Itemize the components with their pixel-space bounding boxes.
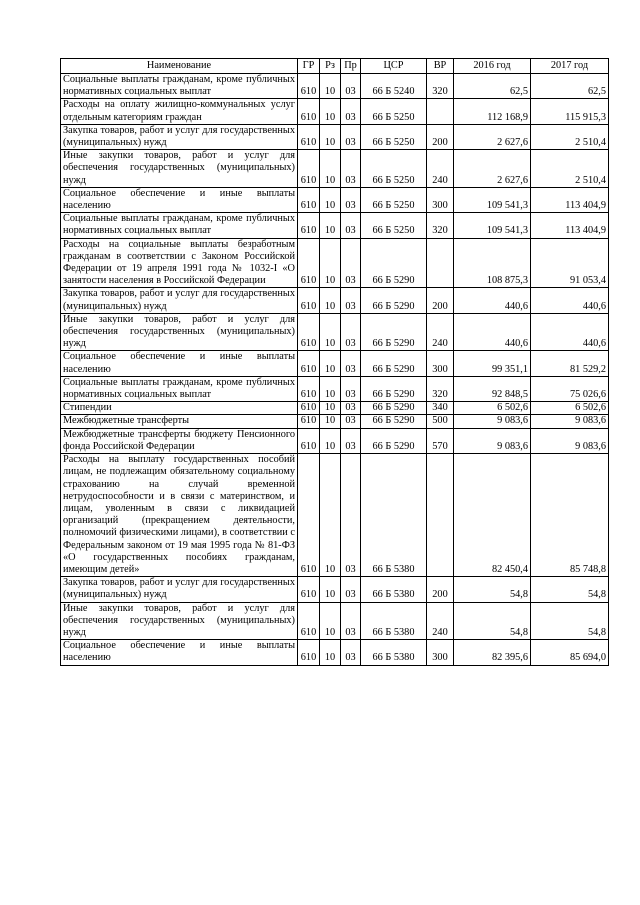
row-vr: 300 xyxy=(427,640,454,665)
table-row xyxy=(61,351,609,376)
row-pr: 03 xyxy=(341,454,361,577)
row-gr: 610 xyxy=(298,238,320,288)
row-rz: 10 xyxy=(320,454,341,577)
row-rz: 10 xyxy=(320,213,341,238)
row-csr: 66 Б 5380 xyxy=(361,454,427,577)
table-row xyxy=(61,376,609,401)
budget-table xyxy=(60,58,609,666)
row-gr: 610 xyxy=(298,602,320,640)
row-gr: 610 xyxy=(298,351,320,376)
row-vr: 240 xyxy=(427,313,454,351)
row-csr: 66 Б 5290 xyxy=(361,402,427,415)
row-2017: 62,5 xyxy=(531,74,609,99)
header-2017: 2017 год xyxy=(531,59,609,74)
table-row xyxy=(61,313,609,351)
row-name: Социальное обеспечение и иные выплаты населению xyxy=(61,351,298,376)
row-pr: 03 xyxy=(341,428,361,453)
row-vr xyxy=(427,454,454,577)
row-vr: 320 xyxy=(427,74,454,99)
table-row xyxy=(61,124,609,149)
row-rz: 10 xyxy=(320,313,341,351)
row-gr: 610 xyxy=(298,577,320,602)
row-pr: 03 xyxy=(341,376,361,401)
row-vr: 570 xyxy=(427,428,454,453)
row-vr: 320 xyxy=(427,213,454,238)
row-gr: 610 xyxy=(298,415,320,428)
row-rz: 10 xyxy=(320,640,341,665)
row-2016: 109 541,3 xyxy=(454,213,531,238)
row-gr: 610 xyxy=(298,428,320,453)
row-2016: 54,8 xyxy=(454,602,531,640)
table-row xyxy=(61,99,609,124)
header-vr: ВР xyxy=(427,59,454,74)
row-2017: 54,8 xyxy=(531,577,609,602)
row-gr: 610 xyxy=(298,99,320,124)
row-2017: 9 083,6 xyxy=(531,415,609,428)
row-pr: 03 xyxy=(341,415,361,428)
row-vr: 200 xyxy=(427,577,454,602)
row-2017: 54,8 xyxy=(531,602,609,640)
row-name: Социальное обеспечение и иные выплаты населению xyxy=(61,640,298,665)
row-rz: 10 xyxy=(320,577,341,602)
row-pr: 03 xyxy=(341,238,361,288)
row-name: Иные закупки товаров, работ и услуг для обеспечения государственных (муниципальных) нужд xyxy=(61,313,298,351)
row-2017: 2 510,4 xyxy=(531,124,609,149)
row-pr: 03 xyxy=(341,577,361,602)
header-pr: Пр xyxy=(341,59,361,74)
row-name: Расходы на выплату государственных пособий лицам, не подлежащим обязательному социальному страхованию на случай временной нетрудоспособности и в связи с материнством, и лицам, уволенным в связи с ликвидацией организаций (прекращением деятельности, полномочий физическими лицами), в соответствии с Федеральным законом от 19 мая 1995 года № 81-ФЗ «О государственных пособиях гражданам, имеющим детей» xyxy=(61,454,298,577)
table-header-row xyxy=(61,59,609,74)
header-2016: 2016 год xyxy=(454,59,531,74)
row-2016: 109 541,3 xyxy=(454,187,531,212)
table-row xyxy=(61,238,609,288)
row-name: Закупка товаров, работ и услуг для государственных (муниципальных) нужд xyxy=(61,124,298,149)
row-2016: 108 875,3 xyxy=(454,238,531,288)
row-csr: 66 Б 5250 xyxy=(361,150,427,188)
row-name: Иные закупки товаров, работ и услуг для обеспечения государственных (муниципальных) нужд xyxy=(61,150,298,188)
row-vr: 500 xyxy=(427,415,454,428)
row-2017: 81 529,2 xyxy=(531,351,609,376)
row-2016: 6 502,6 xyxy=(454,402,531,415)
row-pr: 03 xyxy=(341,402,361,415)
row-csr: 66 Б 5290 xyxy=(361,376,427,401)
row-2017: 2 510,4 xyxy=(531,150,609,188)
row-csr: 66 Б 5290 xyxy=(361,415,427,428)
row-gr: 610 xyxy=(298,640,320,665)
row-name: Социальные выплаты гражданам, кроме публичных нормативных социальных выплат xyxy=(61,376,298,401)
row-2017: 115 915,3 xyxy=(531,99,609,124)
row-gr: 610 xyxy=(298,213,320,238)
row-pr: 03 xyxy=(341,288,361,313)
row-csr: 66 Б 5380 xyxy=(361,602,427,640)
row-pr: 03 xyxy=(341,602,361,640)
row-2017: 85 694,0 xyxy=(531,640,609,665)
row-csr: 66 Б 5290 xyxy=(361,238,427,288)
table-row xyxy=(61,415,609,428)
row-2016: 9 083,6 xyxy=(454,428,531,453)
budget-table-page xyxy=(60,58,608,666)
row-2016: 82 395,6 xyxy=(454,640,531,665)
row-vr: 300 xyxy=(427,351,454,376)
row-gr: 610 xyxy=(298,288,320,313)
table-row xyxy=(61,74,609,99)
row-2016: 82 450,4 xyxy=(454,454,531,577)
row-gr: 610 xyxy=(298,454,320,577)
row-name: Стипендии xyxy=(61,402,298,415)
header-rz: Рз xyxy=(320,59,341,74)
row-2016: 9 083,6 xyxy=(454,415,531,428)
table-row xyxy=(61,640,609,665)
row-rz: 10 xyxy=(320,351,341,376)
row-name: Иные закупки товаров, работ и услуг для обеспечения государственных (муниципальных) нужд xyxy=(61,602,298,640)
row-name: Межбюджетные трансферты xyxy=(61,415,298,428)
row-2016: 2 627,6 xyxy=(454,150,531,188)
row-gr: 610 xyxy=(298,376,320,401)
row-csr: 66 Б 5380 xyxy=(361,577,427,602)
row-2016: 440,6 xyxy=(454,313,531,351)
row-csr: 66 Б 5240 xyxy=(361,74,427,99)
row-pr: 03 xyxy=(341,213,361,238)
row-gr: 610 xyxy=(298,402,320,415)
row-rz: 10 xyxy=(320,238,341,288)
row-csr: 66 Б 5250 xyxy=(361,99,427,124)
row-2017: 440,6 xyxy=(531,313,609,351)
row-csr: 66 Б 5290 xyxy=(361,428,427,453)
row-pr: 03 xyxy=(341,313,361,351)
row-pr: 03 xyxy=(341,124,361,149)
row-2017: 440,6 xyxy=(531,288,609,313)
row-csr: 66 Б 5250 xyxy=(361,124,427,149)
row-vr: 340 xyxy=(427,402,454,415)
row-2017: 75 026,6 xyxy=(531,376,609,401)
row-rz: 10 xyxy=(320,288,341,313)
row-gr: 610 xyxy=(298,74,320,99)
header-name: Наименование xyxy=(61,59,298,74)
row-rz: 10 xyxy=(320,150,341,188)
row-rz: 10 xyxy=(320,187,341,212)
row-2016: 112 168,9 xyxy=(454,99,531,124)
row-gr: 610 xyxy=(298,313,320,351)
row-2016: 92 848,5 xyxy=(454,376,531,401)
row-2017: 6 502,6 xyxy=(531,402,609,415)
row-vr: 200 xyxy=(427,124,454,149)
table-row xyxy=(61,150,609,188)
row-2016: 2 627,6 xyxy=(454,124,531,149)
table-row xyxy=(61,577,609,602)
row-2017: 9 083,6 xyxy=(531,428,609,453)
row-name: Межбюджетные трансферты бюджету Пенсионного фонда Российской Федерации xyxy=(61,428,298,453)
row-rz: 10 xyxy=(320,99,341,124)
header-gr: ГР xyxy=(298,59,320,74)
row-vr: 320 xyxy=(427,376,454,401)
row-2017: 113 404,9 xyxy=(531,187,609,212)
row-name: Закупка товаров, работ и услуг для государственных (муниципальных) нужд xyxy=(61,288,298,313)
row-gr: 610 xyxy=(298,187,320,212)
table-row xyxy=(61,288,609,313)
row-2017: 85 748,8 xyxy=(531,454,609,577)
row-rz: 10 xyxy=(320,415,341,428)
row-vr: 200 xyxy=(427,288,454,313)
row-pr: 03 xyxy=(341,74,361,99)
row-rz: 10 xyxy=(320,74,341,99)
row-rz: 10 xyxy=(320,402,341,415)
row-gr: 610 xyxy=(298,150,320,188)
row-name: Расходы на оплату жилищно-коммунальных услуг отдельным категориям граждан xyxy=(61,99,298,124)
row-gr: 610 xyxy=(298,124,320,149)
row-rz: 10 xyxy=(320,124,341,149)
row-vr xyxy=(427,238,454,288)
row-2016: 440,6 xyxy=(454,288,531,313)
row-csr: 66 Б 5250 xyxy=(361,213,427,238)
row-2016: 54,8 xyxy=(454,577,531,602)
row-name: Социальные выплаты гражданам, кроме публичных нормативных социальных выплат xyxy=(61,213,298,238)
row-2017: 91 053,4 xyxy=(531,238,609,288)
row-pr: 03 xyxy=(341,640,361,665)
row-vr: 240 xyxy=(427,602,454,640)
row-csr: 66 Б 5290 xyxy=(361,288,427,313)
row-2016: 62,5 xyxy=(454,74,531,99)
row-name: Закупка товаров, работ и услуг для государственных (муниципальных) нужд xyxy=(61,577,298,602)
table-row xyxy=(61,454,609,577)
row-name: Социальные выплаты гражданам, кроме публичных нормативных социальных выплат xyxy=(61,74,298,99)
row-vr xyxy=(427,99,454,124)
row-csr: 66 Б 5250 xyxy=(361,187,427,212)
row-vr: 240 xyxy=(427,150,454,188)
row-name: Социальное обеспечение и иные выплаты населению xyxy=(61,187,298,212)
header-csr: ЦСР xyxy=(361,59,427,74)
row-name: Расходы на социальные выплаты безработным гражданам в соответствии с Законом Российской Федерации от 19 апреля 1991 года № 1032-I «О занятости населения в Российской Федерации xyxy=(61,238,298,288)
table-row xyxy=(61,213,609,238)
row-csr: 66 Б 5290 xyxy=(361,351,427,376)
table-row xyxy=(61,402,609,415)
table-row xyxy=(61,187,609,212)
row-csr: 66 Б 5380 xyxy=(361,640,427,665)
row-pr: 03 xyxy=(341,187,361,212)
row-rz: 10 xyxy=(320,602,341,640)
table-row xyxy=(61,428,609,453)
row-rz: 10 xyxy=(320,376,341,401)
table-row xyxy=(61,602,609,640)
row-2016: 99 351,1 xyxy=(454,351,531,376)
row-pr: 03 xyxy=(341,351,361,376)
row-2017: 113 404,9 xyxy=(531,213,609,238)
row-csr: 66 Б 5290 xyxy=(361,313,427,351)
row-vr: 300 xyxy=(427,187,454,212)
row-pr: 03 xyxy=(341,99,361,124)
row-pr: 03 xyxy=(341,150,361,188)
row-rz: 10 xyxy=(320,428,341,453)
